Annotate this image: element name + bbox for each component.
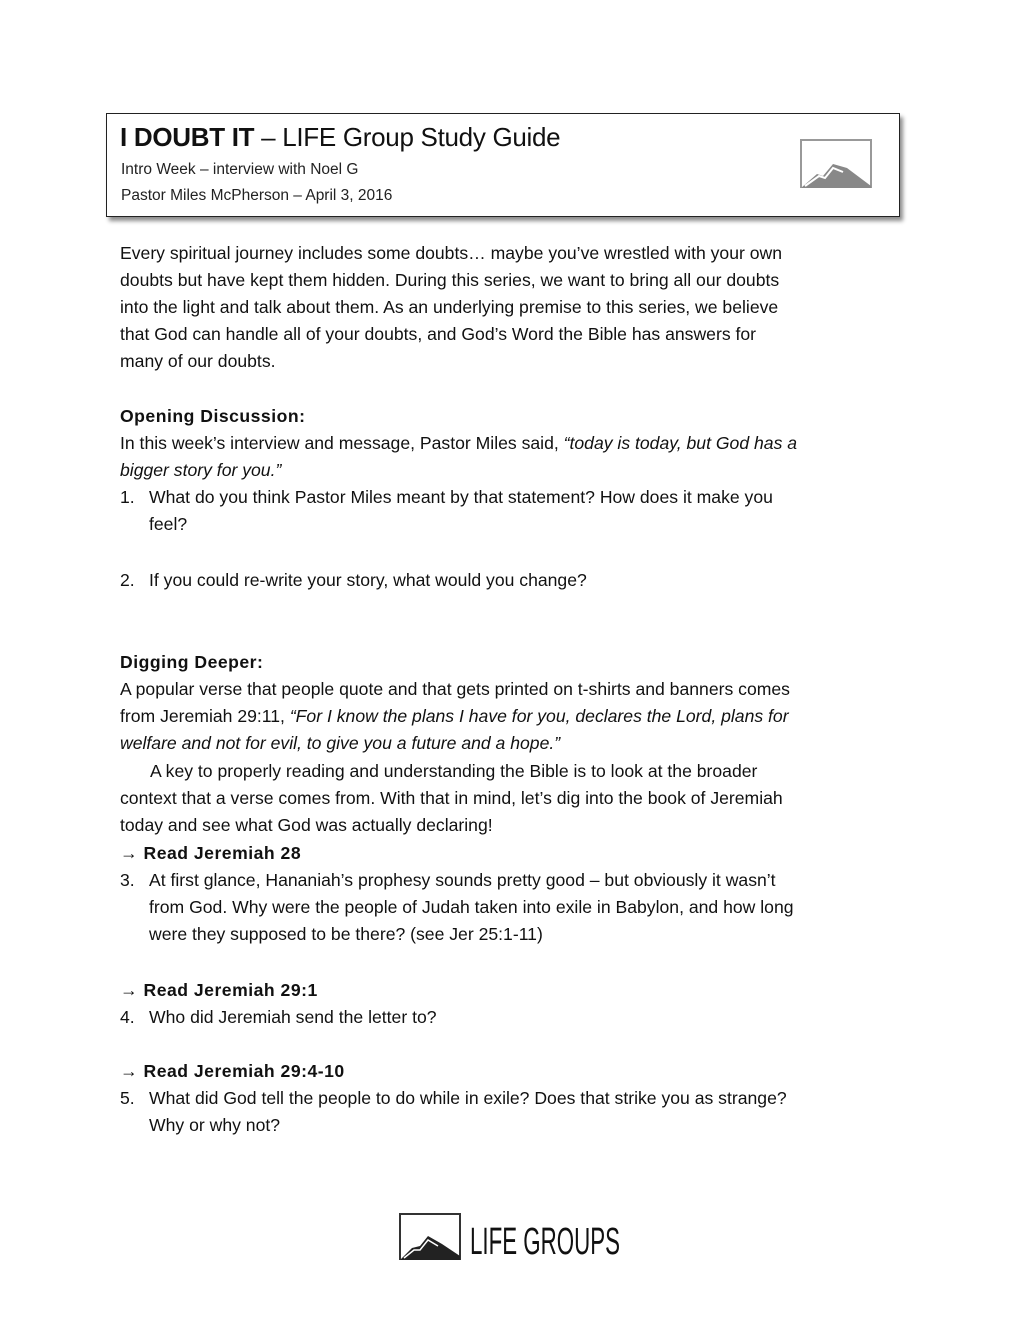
digging-text	[120, 730, 560, 757]
mountain-logo-icon	[799, 138, 873, 190]
read-jeremiah-29-4-10	[120, 1058, 345, 1085]
intro-line: doubts but have kept them hidden. During this series, we want to bring all our doubts	[120, 270, 780, 290]
read-label: Read Jeremiah 29:4-10	[143, 1061, 345, 1081]
question-number: 2.	[120, 570, 135, 590]
question-2: If you could re-write your story, what would you change?	[149, 570, 587, 590]
life-groups-logo	[398, 1212, 622, 1262]
question-3: from God. Why were the people of Judah taken into exile in Babylon, and how long	[149, 897, 794, 917]
quote: bigger story for you.”	[120, 460, 282, 480]
question-number: 1.	[120, 487, 135, 507]
intro-line: many of our doubts.	[120, 351, 276, 371]
intro-line: into the light and talk about them. As an underlying premise to this series, we believe	[120, 297, 779, 317]
digging-text: context that a verse comes from. With that in mind, let’s dig into the book of Jeremiah	[120, 788, 783, 808]
question-1: What do you think Pastor Miles meant by that statement? How does it make you	[149, 487, 773, 507]
question-4: Who did Jeremiah send the letter to?	[149, 1007, 437, 1027]
digging-text: A popular verse that people quote and that gets printed on t-shirts and banners comes	[120, 679, 790, 699]
text: In this week’s interview and message, Pastor Miles said,	[120, 433, 564, 453]
quote: “today is today, but God has a	[563, 433, 798, 453]
series-title: I DOUBT IT	[120, 122, 255, 152]
opening-text	[120, 430, 797, 457]
question-5: What did God tell the people to do while in exile? Does that strike you as strange?	[149, 1088, 787, 1108]
arrow-icon: →	[120, 843, 139, 863]
question-1: feel?	[149, 514, 188, 534]
svg-text:LIFE GROUPS: LIFE GROUPS	[470, 1221, 620, 1263]
text: from Jeremiah 29:11,	[120, 706, 290, 726]
question-number: 5.	[120, 1088, 135, 1108]
opening-heading: Opening Discussion:	[120, 406, 306, 426]
read-jeremiah-29-1	[120, 977, 318, 1004]
quote: welfare and not for evil, to give you a future and a hope.”	[120, 733, 561, 753]
question-number: 4.	[120, 1007, 135, 1027]
opening-text	[120, 457, 281, 484]
page-title	[120, 122, 560, 153]
digging-text: A key to properly reading and understanding the Bible is to look at the broader	[150, 761, 758, 781]
digging-text	[120, 703, 789, 730]
arrow-icon: →	[120, 1061, 139, 1081]
read-label: Read Jeremiah 29:1	[143, 980, 318, 1000]
arrow-icon: →	[120, 980, 139, 1000]
read-jeremiah-28	[120, 840, 301, 867]
quote: “For I know the plans I have for you, declares the Lord, plans for	[289, 706, 789, 726]
guide-title: – LIFE Group Study Guide	[254, 122, 561, 152]
subtitle: Intro Week – interview with Noel G	[121, 161, 359, 178]
byline: Pastor Miles McPherson – April 3, 2016	[121, 187, 393, 204]
intro-line: Every spiritual journey includes some doubts… maybe you’ve wrestled with your own	[120, 243, 783, 263]
intro-line: that God can handle all of your doubts, and God’s Word the Bible has answers for	[120, 324, 757, 344]
question-5: Why or why not?	[149, 1115, 281, 1135]
digging-heading: Digging Deeper:	[120, 652, 264, 672]
question-3: At first glance, Hananiah’s prophesy sounds pretty good – but obviously it wasn’t	[149, 870, 776, 890]
question-number: 3.	[120, 870, 135, 890]
question-3: were they supposed to be there? (see Jer 25:1-11)	[149, 924, 543, 944]
digging-text: today and see what God was actually declaring!	[120, 815, 493, 835]
title-box	[106, 113, 900, 217]
read-label: Read Jeremiah 28	[143, 843, 302, 863]
